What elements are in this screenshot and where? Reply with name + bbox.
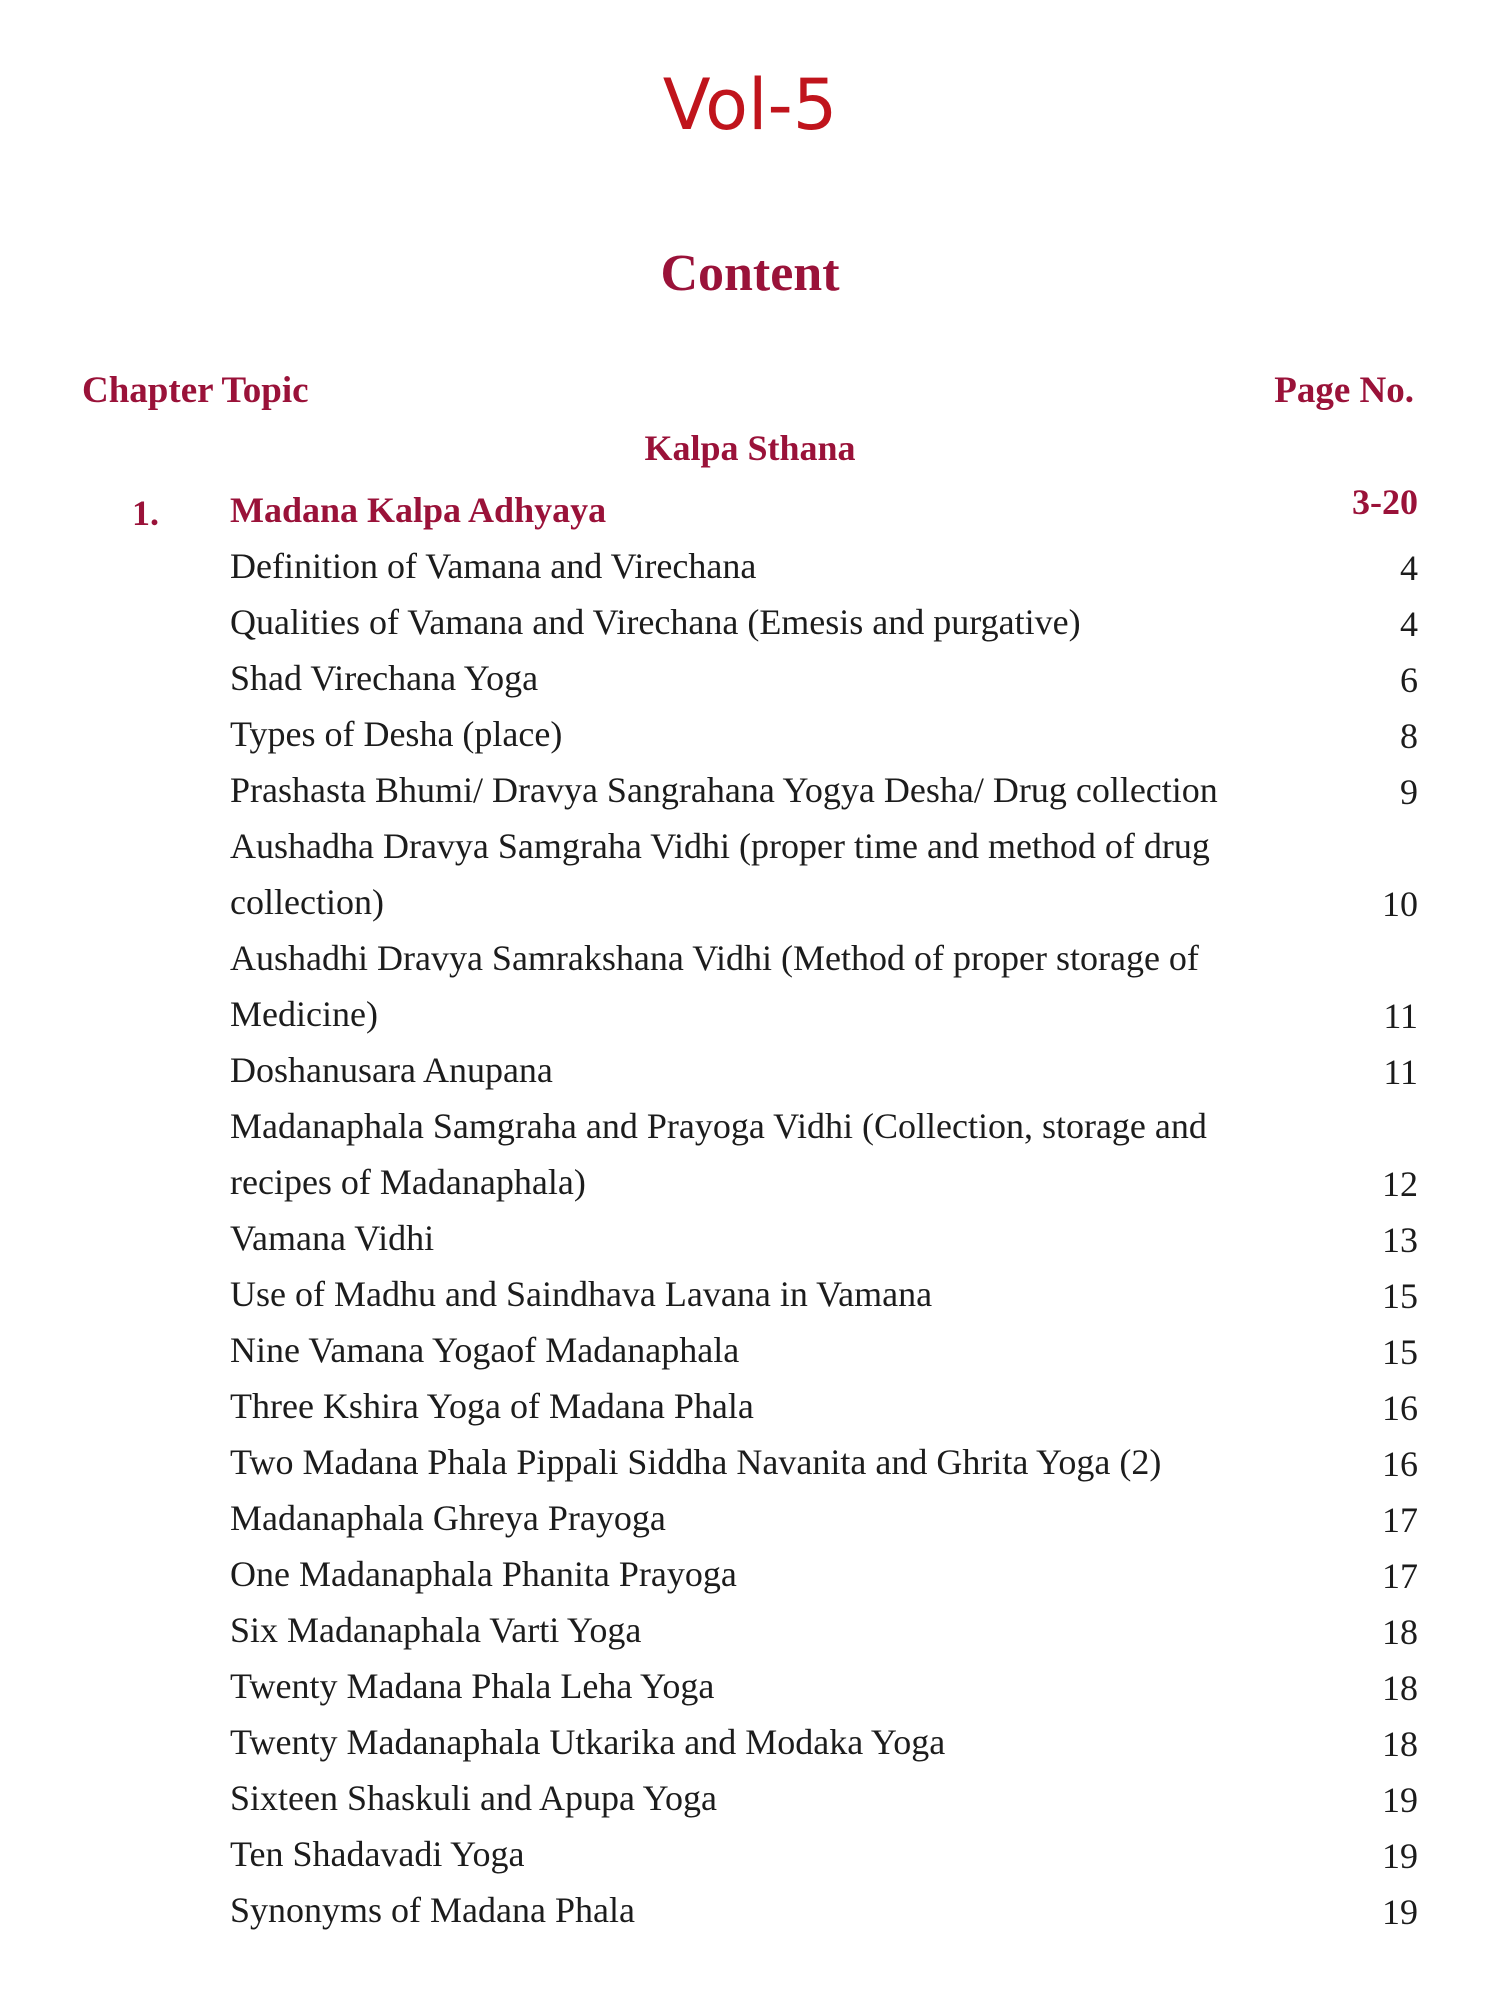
list-item [0,650,1500,706]
entry-page: 17 [1382,1500,1418,1540]
entry-page: 19 [1382,1892,1418,1932]
list-item [0,818,1500,930]
entry-page: 19 [1382,1836,1418,1876]
list-item [0,1266,1500,1322]
list-item [0,1826,1500,1882]
list-item [0,1434,1500,1490]
entry-topic: Doshanusara Anupana [230,1050,553,1090]
entry-topic: Nine Vamana Yogaof Madanaphala [230,1330,740,1370]
list-item [0,1546,1500,1602]
entry-page: 4 [1400,604,1418,644]
list-item [0,1882,1500,1938]
entry-page: 18 [1382,1724,1418,1764]
list-item [0,1378,1500,1434]
entry-topic: Vamana Vidhi [230,1218,435,1258]
entry-topic: Definition of Vamana and Virechana [230,546,757,586]
entry-page: 15 [1382,1332,1418,1372]
page-title: Content [660,245,840,302]
entry-topic: Madanaphala Ghreya Prayoga [230,1498,666,1538]
entry-topic: Twenty Madanaphala Utkarika and Modaka Yoga [230,1722,946,1762]
entry-topic: Use of Madhu and Saindhava Lavana in Vamana [230,1274,933,1314]
entry-page: 6 [1400,660,1418,700]
entry-topic: Sixteen Shaskuli and Apupa Yoga [230,1778,718,1818]
entry-topic: Qualities of Vamana and Virechana (Emesis and purgative) [230,602,1081,642]
chapter-row [0,482,1500,538]
entry-topic: Madanaphala Samgraha and Prayoga Vidhi (Collection, storage and recipes of Madanaphala) [230,1106,1207,1202]
list-item [0,930,1500,1042]
entry-page: 16 [1382,1388,1418,1428]
list-item [0,1658,1500,1714]
entry-page: 9 [1400,772,1418,812]
entry-page: 11 [1383,996,1418,1036]
entry-page: 19 [1382,1780,1418,1820]
chapter-topic-header: Chapter Topic [82,370,309,411]
entry-topic: Synonyms of Madana Phala [230,1890,635,1930]
entry-topic: Aushadhi Dravya Samrakshana Vidhi (Method of proper storage of Medicine) [230,938,1199,1034]
entry-page: 4 [1400,548,1418,588]
entry-page: 11 [1383,1052,1418,1092]
list-item [0,1098,1500,1210]
list-item [0,1322,1500,1378]
entry-page: 16 [1382,1444,1418,1484]
list-item [0,1042,1500,1098]
list-item [0,706,1500,762]
entry-topic: Prashasta Bhumi/ Dravya Sangrahana Yogya Desha/ Drug collection [230,770,1218,810]
entry-list [0,538,1500,1938]
list-item [0,1602,1500,1658]
entry-topic: Types of Desha (place) [230,714,563,754]
list-item [0,594,1500,650]
entry-topic: Twenty Madana Phala Leha Yoga [230,1666,715,1706]
entry-page: 12 [1382,1164,1418,1204]
entry-topic: One Madanaphala Phanita Prayoga [230,1554,737,1594]
entry-topic: Two Madana Phala Pippali Siddha Navanita and Ghrita Yoga (2) [230,1442,1162,1482]
chapter-pages: 3-20 [1352,482,1418,522]
volume-label: Vol-5 [662,64,838,146]
entry-page: 17 [1382,1556,1418,1596]
entry-topic: Six Madanaphala Varti Yoga [230,1610,642,1650]
entry-page: 18 [1382,1612,1418,1652]
entry-page: 15 [1382,1276,1418,1316]
entry-topic: Aushadha Dravya Samgraha Vidhi (proper time and method of drug collection) [230,826,1210,922]
section-title: Kalpa Sthana [644,428,856,468]
list-item [0,1714,1500,1770]
list-item [0,762,1500,818]
list-item [0,538,1500,594]
list-item [0,1210,1500,1266]
list-item [0,1770,1500,1826]
entry-page: 18 [1382,1668,1418,1708]
entry-page: 13 [1382,1220,1418,1260]
list-item [0,1490,1500,1546]
chapter-number: 1. [132,493,159,533]
entry-page: 10 [1382,884,1418,924]
entry-topic: Three Kshira Yoga of Madana Phala [230,1386,754,1426]
chapter-title: Madana Kalpa Adhyaya [230,490,607,530]
entry-topic: Shad Virechana Yoga [230,658,539,698]
table-of-contents [0,482,1500,1938]
entry-page: 8 [1400,716,1418,756]
page-no-header: Page No. [1274,370,1414,411]
entry-topic: Ten Shadavadi Yoga [230,1834,525,1874]
